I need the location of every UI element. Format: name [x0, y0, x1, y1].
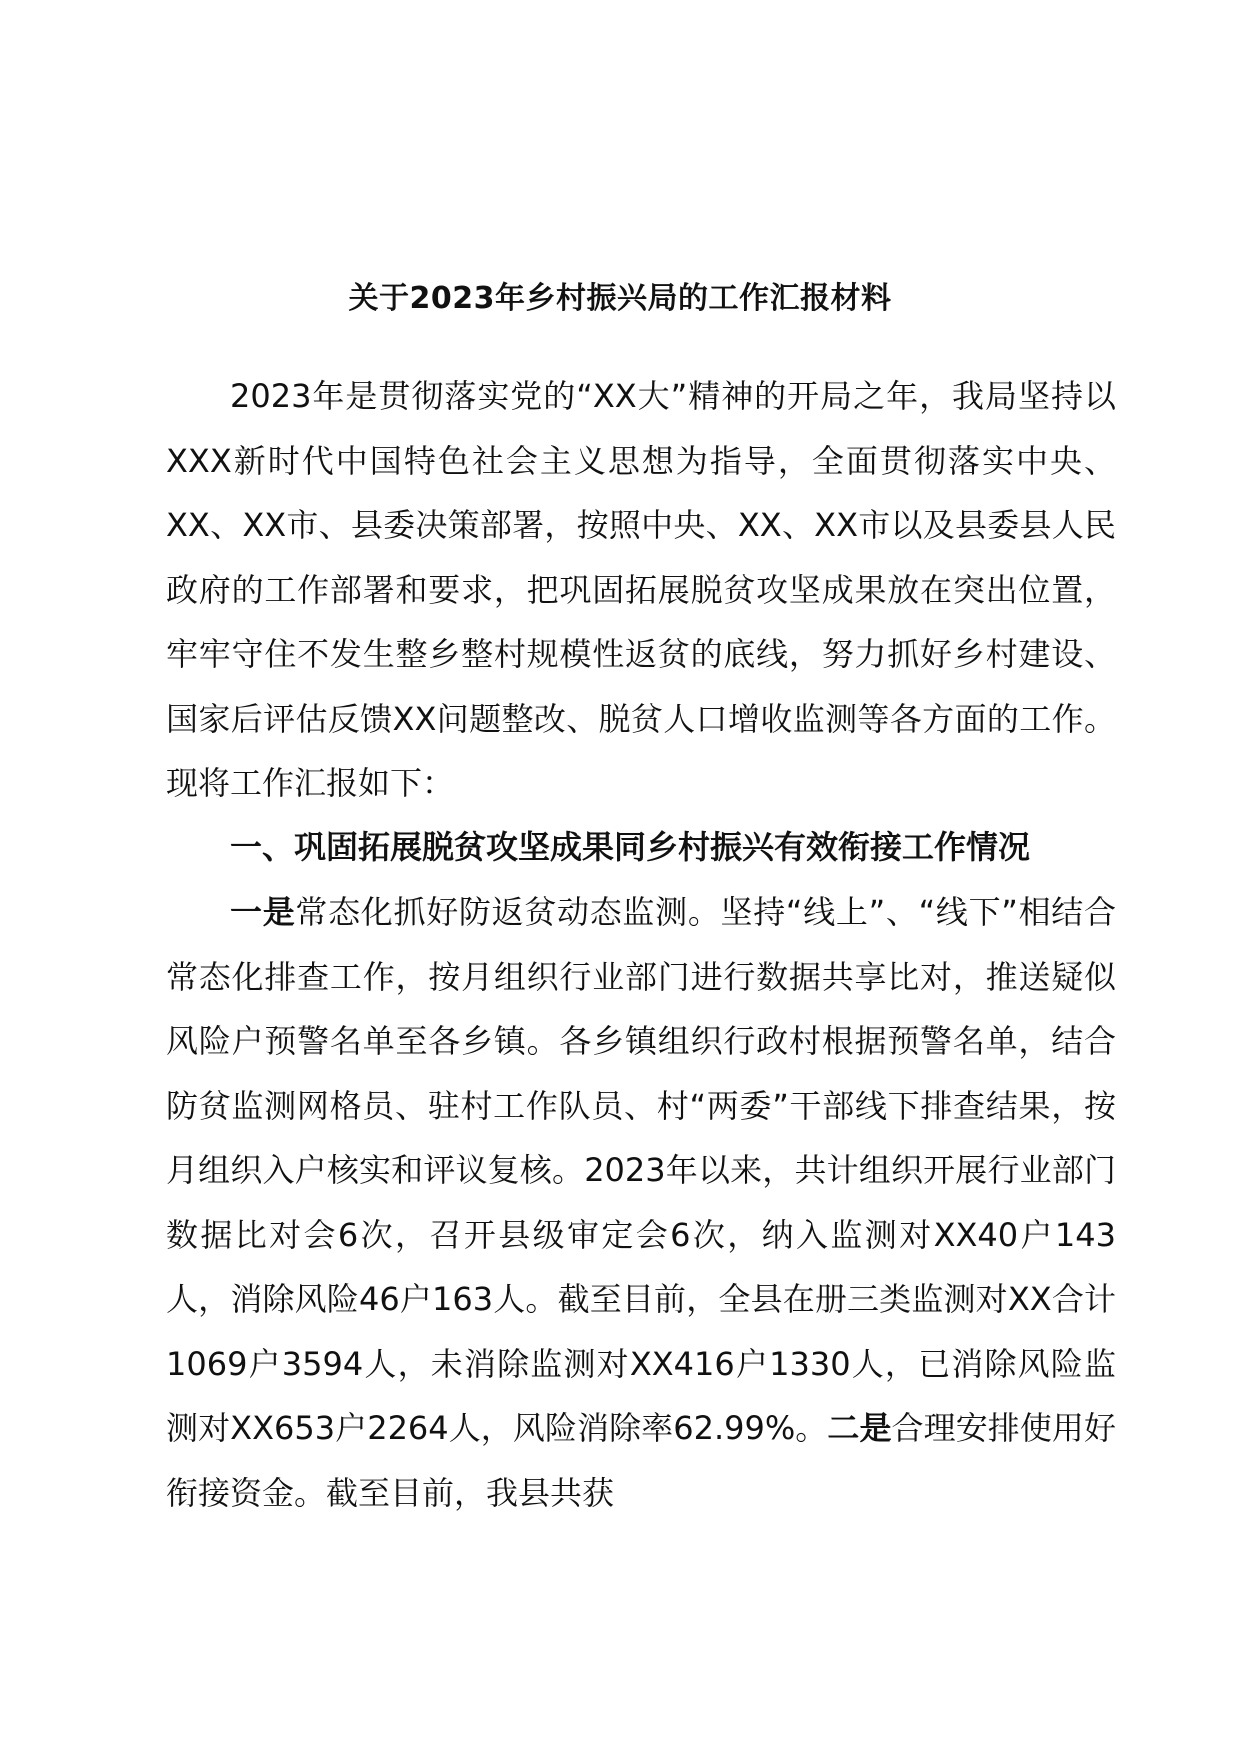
intro-paragraph: 2023年是贯彻落实党的“XX大”精神的开局之年，我局坚持以XXX新时代中国特色社会主义思想为指导，全面贯彻落实中央、XX、XX市、县委决策部署，按照中央、XX、XX市以及县委县人民政府的工作部署和要求，把巩固拓展脱贫攻坚成果放在突出位置，牢牢守住不发生整乡整村规模性返贫的底线，努力抓好乡村建设、国家后评估反馈XX问题整改、脱贫人口增收监测等各方面的工作。现将工作汇报如下： [166, 377, 1116, 802]
paragraph-lead-2: 二是 [827, 1409, 892, 1447]
section-paragraph [166, 880, 1116, 1525]
paragraph-lead-1: 一是 [230, 893, 296, 931]
paragraph-text-1: 常态化抓好防返贫动态监测。坚持“线上”、“线下”相结合常态化排查工作，按月组织行业部门进行数据共享比对，推送疑似风险户预警名单至各乡镇。各乡镇组织行政村根据预警名单，结合防贫监测网格员、驻村工作队员、村“两委”干部线下排查结果，按月组织入户核实和评议复核。2023年以来，共计组织开展行业部门数据比对会6次，召开县级审定会6次，纳入监测对XX40户143人，消除风险46户163人。截至目前，全县在册三类监测对XX合计1069户3594人，未消除监测对XX416户1330人，已消除风险监测对XX653户2264人，风险消除率62.99%。 [166, 893, 1116, 1447]
paragraph-text-2: 合理安排使用好衔接资金。截至目前，我县共获 [166, 1409, 1116, 1512]
section-heading: 一、巩固拓展脱贫攻坚成果同乡村振兴有效衔接工作情况 [230, 828, 1031, 866]
document-title: 关于2023年乡村振兴局的工作汇报材料 [348, 281, 892, 316]
